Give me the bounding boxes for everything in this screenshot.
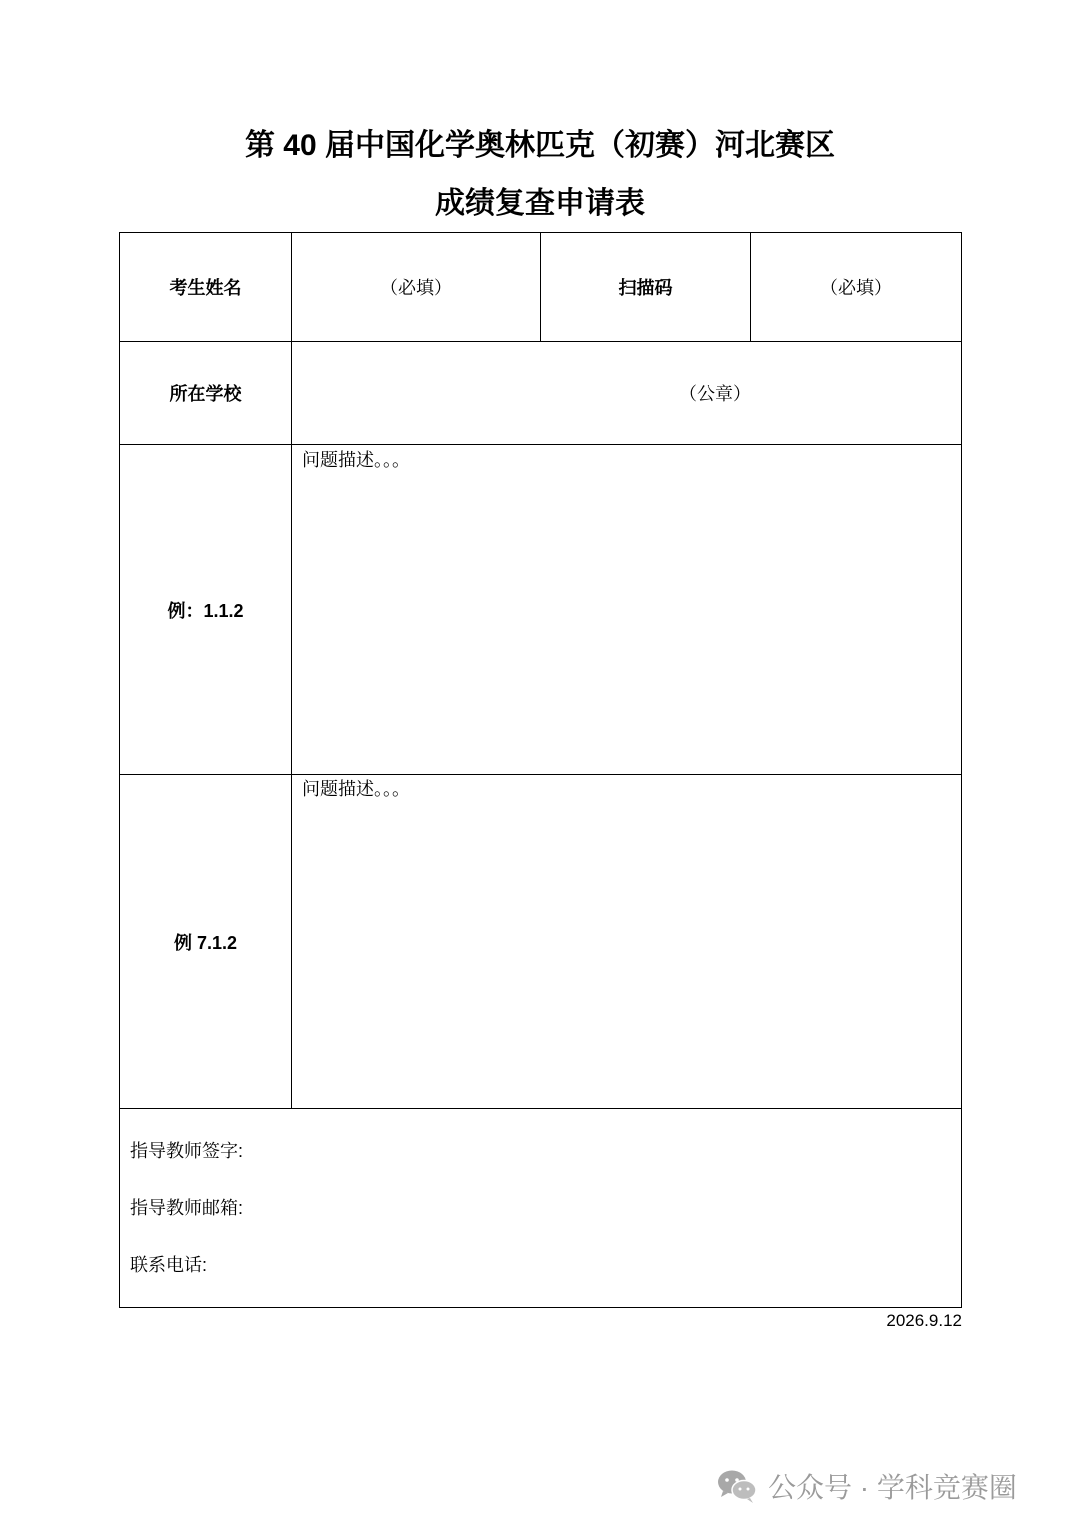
question-label-2: 例 7.1.2	[173, 932, 238, 953]
school-label: 所在学校	[169, 384, 242, 404]
page-subtitle: 成绩复查申请表	[435, 187, 645, 220]
student-name-field[interactable]: （必填）	[380, 278, 452, 298]
question-label-1: 例：1.1.2	[167, 600, 244, 621]
phone-field[interactable]: 联系电话:	[130, 1255, 208, 1275]
question-description-2[interactable]: 问题描述。。。	[302, 779, 410, 799]
form-date: 2026.9.12	[886, 1311, 962, 1330]
teacher-email-field[interactable]: 指导教师邮箱:	[130, 1198, 244, 1218]
application-form-table	[119, 232, 962, 1308]
teacher-signature-field[interactable]: 指导教师签字:	[130, 1141, 244, 1161]
wechat-icon	[716, 1468, 758, 1504]
student-name-label: 考生姓名	[169, 278, 242, 298]
row-divider	[120, 1108, 961, 1109]
school-field[interactable]: （公章）	[679, 384, 751, 404]
scan-code-label: 扫描码	[618, 278, 673, 298]
watermark	[716, 1466, 1017, 1506]
question-description-1[interactable]: 问题描述。。。	[302, 450, 410, 470]
column-divider	[291, 233, 292, 1108]
scan-code-field[interactable]: （必填）	[820, 278, 892, 298]
page-title: 第 40 届中国化学奥林匹克（初赛）河北赛区	[244, 129, 836, 162]
watermark-text: 公众号 · 学科竞赛圈	[768, 1472, 1017, 1503]
